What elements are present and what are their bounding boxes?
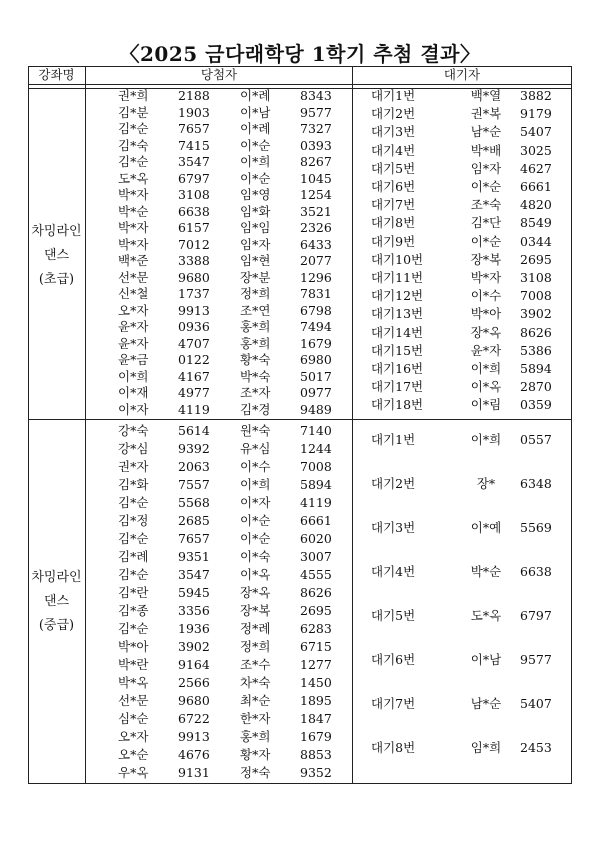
waitlist-name: 임*자 (470, 160, 502, 176)
winner-number: 3547 (178, 154, 210, 169)
waitlist-slot: 대기16번 (371, 361, 424, 376)
winner-number: 1936 (178, 621, 210, 636)
waitlist-name: 이*예 (470, 520, 502, 535)
winner-number: 4167 (178, 368, 210, 384)
winner-name: 이*숙 (240, 549, 271, 564)
waitlist-row (28, 378, 572, 396)
waitlist-number: 0344 (520, 233, 552, 249)
winner-name: 김*경 (240, 401, 271, 417)
header-waitlist: 대기자 (443, 67, 481, 82)
winner-number: 0393 (300, 137, 332, 153)
waitlist-row (28, 342, 572, 360)
waitlist-row (28, 214, 572, 232)
winner-name: 오*자 (118, 729, 149, 744)
winner-number: 1254 (300, 187, 332, 202)
waitlist-number: 6797 (520, 608, 552, 623)
waitlist-slot: 대기6번 (371, 652, 416, 667)
waitlist-slot: 대기2번 (371, 106, 416, 122)
waitlist-name: 장*옥 (470, 324, 502, 340)
waitlist-number: 2695 (520, 251, 552, 267)
waitlist-name: 남*순 (470, 124, 502, 140)
winner-number: 7557 (178, 477, 210, 492)
waitlist-slot: 대기14번 (371, 324, 424, 340)
winner-number: 2566 (178, 675, 210, 690)
winner-name: 김*화 (118, 477, 149, 492)
waitlist-number: 5569 (520, 520, 552, 535)
waitlist-slot: 대기7번 (371, 696, 416, 711)
waitlist-number: 5894 (520, 361, 552, 376)
winner-name: 윤*금 (118, 352, 149, 367)
winner-number: 4977 (178, 385, 210, 400)
winner-row (28, 458, 352, 475)
winner-name: 강*숙 (118, 423, 149, 438)
waitlist-name: 이*림 (470, 397, 502, 413)
winner-number: 6661 (300, 513, 332, 528)
waitlist-slot: 대기3번 (371, 124, 416, 140)
winner-name: 김*순 (118, 121, 149, 136)
winner-name: 원*숙 (240, 423, 271, 438)
winner-number: 1737 (178, 286, 210, 301)
winner-name: 강*심 (118, 441, 149, 456)
waitlist-row (28, 178, 572, 196)
winner-number: 1450 (300, 675, 332, 690)
waitlist-name: 이*남 (470, 652, 502, 667)
winner-number: 8853 (300, 747, 332, 762)
winner-number: 3388 (178, 253, 210, 268)
waitlist-slot: 대기7번 (371, 197, 416, 213)
winner-number: 0977 (300, 385, 332, 400)
waitlist-number: 6348 (520, 476, 552, 491)
winner-number: 8626 (300, 585, 332, 600)
winner-row (28, 494, 352, 511)
waitlist-row (28, 739, 572, 757)
winner-name: 김*례 (118, 549, 149, 564)
winner-number: 3108 (178, 187, 210, 202)
winner-name: 임*영 (240, 187, 271, 202)
winner-name: 김*숙 (118, 137, 149, 153)
winner-number: 9913 (178, 302, 210, 318)
winner-name: 우*옥 (118, 765, 149, 780)
waitlist-name: 이*수 (470, 288, 502, 304)
header-winners: 당첨자 (200, 67, 238, 82)
course-line: (중급) (38, 618, 75, 633)
winner-name: 정*숙 (240, 765, 271, 780)
winner-name: 장*옥 (240, 585, 271, 600)
winner-name: 이*순 (240, 170, 271, 186)
course-line: 차밍라인 (31, 224, 82, 239)
winner-number: 2685 (178, 513, 210, 528)
winner-name: 장*복 (240, 603, 271, 618)
waitlist-number: 4627 (520, 160, 552, 176)
winner-number: 6638 (178, 203, 210, 219)
winner-number: 1679 (300, 729, 332, 744)
winner-number: 5894 (300, 477, 332, 492)
waitlist-name: 이*희 (470, 361, 502, 376)
waitlist-number: 5407 (520, 124, 552, 140)
winner-number: 2063 (178, 459, 210, 474)
winner-number: 7415 (178, 137, 210, 153)
waitlist-name: 남*순 (470, 696, 502, 711)
winner-name: 임*임 (240, 220, 271, 235)
winner-name: 이*희 (240, 477, 271, 492)
winner-name: 장*분 (240, 269, 271, 285)
winner-number: 9913 (178, 729, 210, 744)
winner-name: 유*심 (240, 441, 271, 456)
winner-number: 6980 (300, 352, 332, 367)
waitlist-number: 9577 (520, 652, 552, 667)
winner-number: 1847 (300, 711, 332, 726)
winner-number: 4119 (300, 495, 332, 510)
winner-number: 9164 (178, 657, 210, 672)
waitlist-number: 6661 (520, 179, 552, 194)
waitlist-number: 0359 (520, 397, 552, 413)
winner-name: 최*순 (240, 693, 271, 708)
waitlist-number: 2870 (520, 379, 552, 395)
waitlist-number: 3882 (520, 88, 552, 103)
winner-name: 한*자 (240, 711, 271, 726)
waitlist-row (28, 607, 572, 625)
winner-number: 3521 (300, 203, 332, 219)
waitlist-name: 김*단 (470, 215, 502, 231)
winner-name: 차*숙 (240, 675, 271, 690)
waitlist-slot: 대기5번 (371, 608, 416, 623)
waitlist-name: 박*배 (470, 142, 502, 158)
winner-name: 김*란 (118, 585, 149, 600)
winner-name: 조*연 (240, 302, 271, 318)
winner-number: 1277 (300, 657, 332, 672)
waitlist-number: 8626 (520, 324, 552, 340)
winner-number: 9489 (300, 401, 332, 417)
waitlist-number: 8549 (520, 215, 552, 231)
waitlist-row (28, 105, 572, 123)
waitlist-row (28, 431, 572, 449)
winner-name: 박*자 (118, 220, 149, 235)
winner-name: 임*화 (240, 203, 271, 219)
winner-number: 4707 (178, 335, 210, 351)
winner-number: 3547 (178, 567, 210, 582)
winner-number: 8343 (300, 88, 332, 103)
winner-name: 김*순 (118, 621, 149, 636)
course-line: 댄스 (43, 594, 70, 609)
winner-number: 7008 (300, 459, 332, 474)
winner-name: 이*자 (240, 495, 271, 510)
winner-number: 7140 (300, 423, 332, 438)
winner-name: 김*순 (118, 495, 149, 510)
waitlist-number: 0557 (520, 432, 552, 447)
winner-number: 9392 (178, 441, 210, 456)
waitlist-name: 이*순 (470, 179, 502, 194)
course-line: 차밍라인 (31, 570, 82, 585)
winner-name: 박*자 (118, 187, 149, 202)
waitlist-slot: 대기1번 (371, 432, 416, 447)
winner-name: 박*순 (118, 203, 149, 219)
winner-name: 이*례 (240, 121, 271, 136)
winner-number: 9577 (300, 104, 332, 120)
winner-name: 김*순 (118, 154, 149, 169)
waitlist-name: 백*열 (470, 88, 502, 103)
waitlist-slot: 대기18번 (371, 397, 424, 413)
winner-name: 박*옥 (118, 675, 149, 690)
winner-number: 9351 (178, 549, 210, 564)
waitlist-row (28, 475, 572, 493)
winner-name: 이*옥 (240, 567, 271, 582)
winner-number: 9352 (300, 765, 332, 780)
winner-name: 이*재 (118, 385, 149, 400)
waitlist-slot: 대기2번 (371, 476, 416, 491)
winner-number: 2695 (300, 603, 332, 618)
winner-number: 7831 (300, 286, 332, 301)
waitlist-row (28, 360, 572, 378)
winner-number: 1903 (178, 104, 210, 120)
winner-name: 황*자 (240, 747, 271, 762)
waitlist-row (28, 196, 572, 214)
winner-name: 정*례 (240, 621, 271, 636)
winner-name: 도*옥 (118, 170, 149, 186)
winner-number: 8267 (300, 154, 332, 169)
waitlist-row (28, 695, 572, 713)
winner-number: 6020 (300, 531, 332, 546)
winner-name: 선*문 (118, 269, 149, 285)
winner-name: 김*정 (118, 513, 149, 528)
waitlist-name: 권*복 (470, 106, 502, 122)
waitlist-slot: 대기13번 (371, 306, 424, 322)
results-table (28, 66, 572, 784)
winner-name: 박*자 (118, 236, 149, 252)
waitlist-number: 3108 (520, 270, 552, 285)
waitlist-name: 박*순 (470, 564, 502, 579)
waitlist-name: 도*옥 (470, 608, 502, 623)
waitlist-name: 이*순 (470, 233, 502, 249)
waitlist-slot: 대기8번 (371, 215, 416, 231)
waitlist-name: 임*희 (470, 740, 502, 755)
winner-name: 조*수 (240, 657, 271, 672)
winner-number: 3007 (300, 549, 332, 564)
waitlist-slot: 대기11번 (371, 270, 424, 285)
waitlist-number: 3902 (520, 306, 552, 322)
winner-number: 0122 (178, 352, 210, 367)
waitlist-slot: 대기3번 (371, 520, 416, 535)
winner-name: 신*철 (118, 286, 149, 301)
winner-name: 홍*희 (240, 319, 271, 334)
winner-number: 4676 (178, 747, 210, 762)
header-course: 강좌명 (38, 67, 75, 82)
winner-number: 6283 (300, 621, 332, 636)
waitlist-slot: 대기15번 (371, 342, 424, 358)
winner-number: 1296 (300, 269, 332, 285)
waitlist-name: 박*아 (470, 306, 502, 322)
winner-number: 7657 (178, 531, 210, 546)
waitlist-number: 4820 (520, 197, 552, 213)
winner-name: 김*순 (118, 531, 149, 546)
winner-number: 6715 (300, 639, 332, 654)
winner-number: 5568 (178, 495, 210, 510)
winner-name: 홍*희 (240, 729, 271, 744)
waitlist-slot: 대기4번 (371, 142, 416, 158)
waitlist-row (28, 160, 572, 178)
winner-name: 선*문 (118, 693, 149, 708)
winner-number: 2077 (300, 253, 332, 268)
waitlist-row (28, 324, 572, 342)
winner-name: 윤*자 (118, 335, 149, 351)
winner-name: 심*순 (118, 711, 149, 726)
winner-number: 3902 (178, 639, 210, 654)
winner-name: 이*수 (240, 459, 271, 474)
winner-number: 6798 (300, 302, 332, 318)
waitlist-row (28, 651, 572, 669)
waitlist-name: 장*복 (470, 251, 502, 267)
waitlist-number: 9179 (520, 106, 552, 122)
winner-number: 9680 (178, 693, 210, 708)
winner-name: 이*남 (240, 104, 271, 120)
winner-name: 이*순 (240, 137, 271, 153)
waitlist-slot: 대기10번 (371, 251, 424, 267)
winner-name: 조*자 (240, 385, 271, 400)
winner-number: 2326 (300, 220, 332, 235)
winner-name: 정*희 (240, 286, 271, 301)
waitlist-row (28, 287, 572, 305)
course-line: 댄스 (43, 248, 70, 263)
winner-name: 이*자 (118, 401, 149, 417)
waitlist-row (28, 233, 572, 251)
winner-number: 6433 (300, 236, 332, 252)
winner-name: 김*종 (118, 603, 149, 618)
winner-name: 오*자 (118, 302, 149, 318)
winner-name: 박*숙 (240, 368, 271, 384)
waitlist-slot: 대기12번 (371, 288, 424, 304)
waitlist-slot: 대기5번 (371, 160, 416, 176)
winner-name: 이*순 (240, 513, 271, 528)
waitlist-row (28, 305, 572, 323)
waitlist-slot: 대기1번 (371, 88, 416, 103)
winner-number: 2188 (178, 88, 210, 103)
waitlist-slot: 대기6번 (371, 179, 416, 194)
waitlist-row (28, 123, 572, 141)
winner-number: 7657 (178, 121, 210, 136)
winner-number: 7327 (300, 121, 332, 136)
waitlist-row (28, 142, 572, 160)
waitlist-number: 5407 (520, 696, 552, 711)
winner-number: 1895 (300, 693, 332, 708)
winner-number: 5017 (300, 368, 332, 384)
winner-number: 9131 (178, 765, 210, 780)
waitlist-row (28, 269, 572, 287)
waitlist-number: 7008 (520, 288, 552, 304)
waitlist-row (28, 87, 572, 105)
winner-name: 이*희 (240, 154, 271, 169)
waitlist-name: 이*옥 (470, 379, 502, 395)
winner-number: 5945 (178, 585, 210, 600)
winner-number: 6797 (178, 170, 210, 186)
winner-name: 이*순 (240, 531, 271, 546)
waitlist-name: 이*희 (470, 432, 502, 447)
winner-number: 1244 (300, 441, 332, 456)
winner-number: 0936 (178, 319, 210, 334)
waitlist-number: 5386 (520, 342, 552, 358)
winner-number: 6722 (178, 711, 210, 726)
winner-row (28, 674, 352, 691)
waitlist-slot: 대기17번 (371, 379, 424, 395)
waitlist-number: 3025 (520, 142, 552, 158)
winner-name: 권*희 (118, 88, 149, 103)
winner-number: 4119 (178, 401, 210, 417)
winner-name: 김*순 (118, 567, 149, 582)
waitlist-number: 2453 (520, 740, 552, 755)
winner-name: 홍*희 (240, 335, 271, 351)
waitlist-name: 장* (476, 476, 496, 491)
winner-name: 정*희 (240, 639, 271, 654)
winner-number: 7494 (300, 319, 332, 334)
winner-name: 박*아 (118, 639, 149, 654)
winner-number: 1045 (300, 170, 332, 186)
waitlist-slot: 대기4번 (371, 564, 416, 579)
winner-number: 9680 (178, 269, 210, 285)
page-title: 〈2025 금다래학당 1학기 추첨 결과〉 (119, 42, 481, 66)
waitlist-row (28, 251, 572, 269)
winner-name: 박*란 (118, 657, 149, 672)
waitlist-row (28, 519, 572, 537)
waitlist-row (28, 563, 572, 581)
waitlist-number: 6638 (520, 564, 552, 579)
winner-number: 1679 (300, 335, 332, 351)
table-border-bottom (28, 783, 572, 784)
winner-number: 6157 (178, 220, 210, 235)
waitlist-name: 윤*자 (470, 342, 502, 358)
section-divider (28, 419, 572, 420)
winner-name: 권*자 (118, 459, 149, 474)
winner-name: 이*희 (118, 368, 149, 384)
winner-row (28, 584, 352, 601)
waitlist-slot: 대기8번 (371, 740, 416, 755)
winner-name: 임*자 (240, 236, 271, 252)
winner-number: 5614 (178, 423, 210, 438)
waitlist-slot: 대기9번 (371, 233, 416, 249)
winner-name: 김*분 (118, 104, 149, 120)
waitlist-name: 박*자 (470, 270, 502, 285)
winner-name: 이*례 (240, 88, 271, 103)
winner-name: 윤*자 (118, 319, 149, 334)
winner-row (28, 764, 352, 781)
winner-number: 4555 (300, 567, 332, 582)
waitlist-row (28, 396, 572, 414)
waitlist-name: 조*숙 (470, 197, 502, 213)
course-line: (초급) (38, 272, 75, 287)
winner-name: 임*현 (240, 253, 271, 268)
winner-name: 오*순 (118, 747, 149, 762)
winner-name: 백*준 (118, 253, 149, 268)
winner-name: 황*숙 (240, 352, 271, 367)
winner-number: 3356 (178, 603, 210, 618)
winner-number: 7012 (178, 236, 210, 252)
